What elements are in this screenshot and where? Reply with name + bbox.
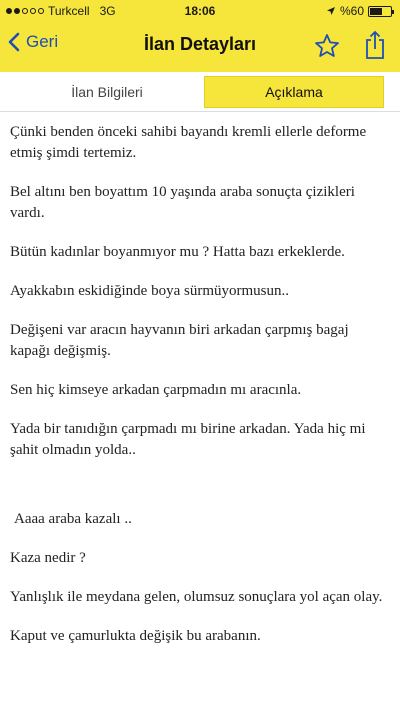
description-paragraph: Ayakkabın eskidiğinde boya sürmüyormusun.. (10, 283, 290, 299)
description-paragraph: Değişeni var aracın hayvanın biri arkadan çarpmış bagaj kapağı değişmiş. (10, 322, 349, 359)
top-bar (0, 0, 400, 72)
share-icon[interactable] (364, 30, 386, 60)
description-paragraph: Bütün kadınlar boyanmıyor mu ? Hatta bazı erkeklerde. (10, 244, 345, 260)
segmented-tabs (0, 72, 400, 112)
location-icon (326, 6, 336, 16)
favorite-star-icon[interactable] (314, 33, 340, 59)
description-paragraph: Aaaa araba kazalı .. (14, 511, 132, 527)
paragraph-spacer (10, 479, 390, 509)
description-paragraph: Kaput ve çamurlukta değişik bu arabanın. (10, 628, 261, 644)
description-paragraph: Bel altını ben boyattım 10 yaşında araba sonuçta çizikleri vardı. (10, 184, 355, 221)
description-text (10, 122, 390, 665)
description-paragraph: Çünki benden önceki sahibi bayandı kremli ellerle deforme etmiş şimdi tertemiz. (10, 124, 367, 161)
carrier-name: Turkcell (48, 4, 90, 18)
navigation-bar (0, 22, 400, 70)
description-paragraph: Sen hiç kimseye arkadan çarpmadın mı aracınla. (10, 382, 302, 398)
back-label: Geri (26, 32, 59, 51)
network-type: 3G (99, 4, 116, 18)
description-paragraph: Yanlışlık ile meydana gelen, olumsuz sonuçlara yol açan olay. (10, 589, 383, 605)
status-time: 18:06 (184, 4, 216, 18)
description-paragraph: Yada bir tanıdığın çarpmadı mı birine arkadan. Yada hiç mi şahit olmadın yolda.. (10, 421, 366, 458)
status-right (326, 4, 392, 18)
battery-icon (368, 6, 392, 17)
tab-ilan-bilgileri[interactable]: İlan Bilgileri (71, 84, 143, 100)
status-bar (0, 0, 400, 22)
page-title: İlan Detayları (143, 34, 257, 54)
tab-aciklama[interactable]: Açıklama (204, 76, 384, 108)
description-paragraph: Kaza nedir ? (10, 550, 86, 566)
battery-percent: %60 (339, 4, 364, 18)
